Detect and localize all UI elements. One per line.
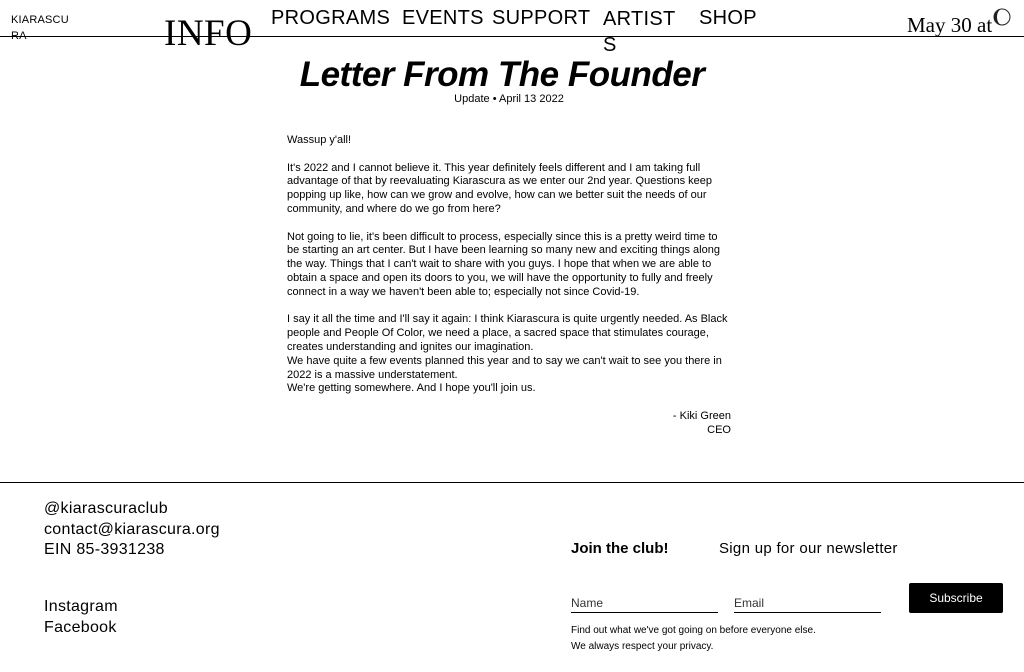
- signature-name: - Kiki Green: [672, 409, 731, 422]
- letter-body: [287, 134, 731, 438]
- paragraph: We have quite a few events planned this year and to say we can't wait to see you there in 2022 is a massive understatement.: [287, 354, 722, 381]
- post-meta: Update • April 13 2022: [454, 93, 564, 105]
- footer-divider: [0, 482, 1024, 483]
- instagram-link[interactable]: Instagram: [44, 598, 118, 615]
- contact-email-link[interactable]: contact@kiarascura.org: [44, 521, 220, 538]
- nav-programs[interactable]: PROGRAMS: [271, 7, 391, 29]
- nav-support[interactable]: SUPPORT: [492, 7, 591, 29]
- ein-text: EIN 85-3931238: [44, 541, 165, 558]
- facebook-link[interactable]: Facebook: [44, 619, 117, 636]
- email-input[interactable]: [734, 594, 881, 613]
- name-input[interactable]: [571, 594, 718, 613]
- signature-title: CEO: [707, 423, 731, 436]
- date-text: May 30 at: [907, 13, 993, 37]
- nav-artists[interactable]: ARTISTS: [603, 8, 676, 56]
- nav-events[interactable]: EVENTS: [402, 7, 484, 29]
- nav-info[interactable]: INFO: [164, 13, 253, 54]
- site-header: [0, 0, 1024, 56]
- half-moon-icon[interactable]: [993, 8, 1011, 26]
- greeting: Wassup y'all!: [287, 134, 352, 146]
- privacy-note: We always respect your privacy.: [571, 641, 714, 652]
- paragraph: I say it all the time and I'll say it again: I think Kiarascura is quite urgently needed. As Black people and People Of Color, we need a place, a sacred space that stimulates courage, creates understanding and ignites our imagination.: [287, 313, 728, 353]
- newsletter-note: Find out what we've got going on before everyone else.: [571, 625, 816, 636]
- paragraph: Not going to lie, it's been difficult to process, especially since this is a pretty weird time to be starting an art center. But I have been learning so many new and exciting things along the way. Things that I can't wait to share with you guys. I hope that when we are able to obtain a space and open its doors to you, we will have the opportunity to fully and freely connect in a way we haven't been able to; especially not since Covid-19.: [287, 230, 720, 298]
- paragraph: We're getting somewhere. And I hope you'll join us.: [287, 382, 536, 395]
- paragraph: It's 2022 and I cannot believe it. This year definitely feels different and I am taking full advantage of that by reevaluating Kiarascura as we enter our 2nd year. Questions keep popping up like, how can we grow and evolve, how can we better suit the needs of our community, and where do we go from here?: [287, 161, 712, 215]
- subscribe-button[interactable]: Subscribe: [909, 583, 1003, 613]
- page-title: Letter From The Founder: [299, 55, 705, 94]
- nav-shop[interactable]: SHOP: [699, 7, 757, 29]
- signature: [287, 410, 731, 438]
- join-heading: Join the club!: [571, 540, 669, 557]
- instagram-handle-link[interactable]: @kiarascuraclub: [44, 500, 168, 517]
- brand-logo[interactable]: KIARASCURA: [11, 14, 69, 42]
- newsletter-heading: Sign up for our newsletter: [719, 540, 898, 557]
